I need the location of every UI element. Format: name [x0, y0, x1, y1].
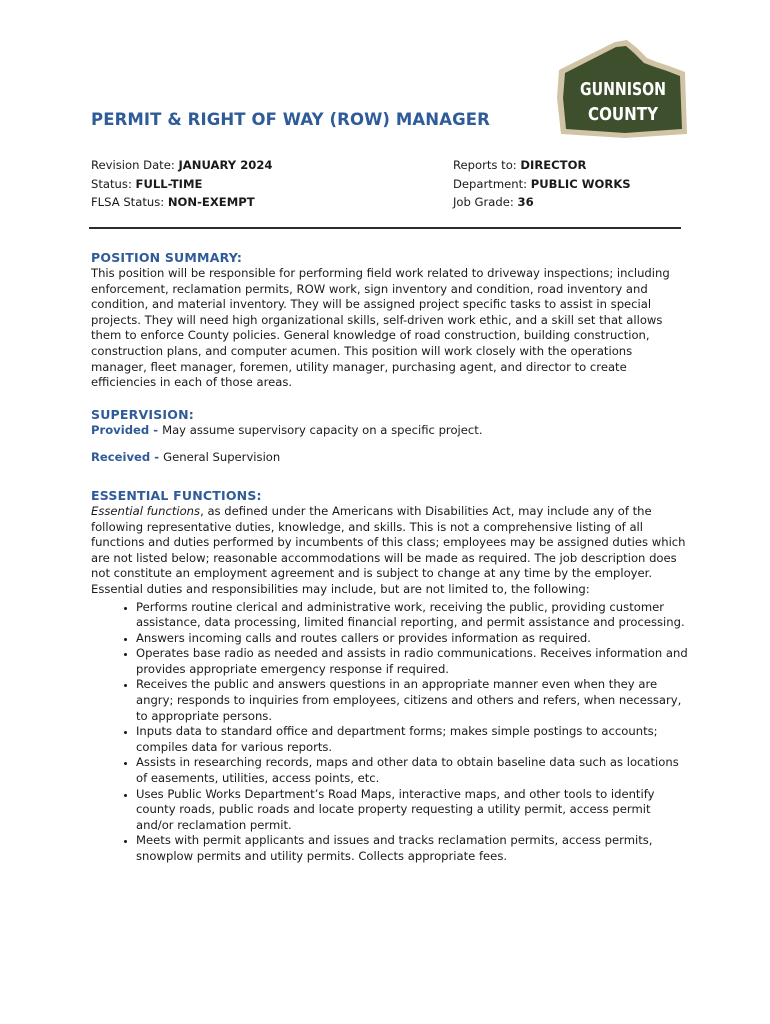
- supervision-received: Received - General Supervision: [91, 450, 281, 465]
- meta-right: [453, 156, 631, 212]
- reports-to: Reports to: DIRECTOR: [453, 158, 587, 172]
- position-summary-text: This position will be responsible for performing field work related to driveway inspections; including enforcement, reclamation permits, ROW work, sign inventory and condition, road inventory and condition, and material inventory. They will be assigned project specific tasks to assist in special projects. They will need high organizational skills, self-driven work ethic, and a skill set that allows them to enforce County policies. General knowledge of road construction, building construction, construction plans, and computer acumen. This position will work closely with the operations manager, fleet manager, foremen, utility manager, purchasing agent, and director to create efficiencies in each of those areas.: [91, 266, 670, 390]
- list-item: • Assists in researching records, maps and other data to obtain baseline data such as locations of easements, utilities, access points, etc.: [136, 755, 691, 786]
- list-item: • Operates base radio as needed and assists in radio communications. Receives information and provides appropriate emergency response if required.: [136, 646, 691, 677]
- essential-functions-intro: Essential functions, as defined under the Americans with Disabilities Act, may include any of the following representative duties, knowledge, and skills. This is not a comprehensive listing of all functions and duties performed by incumbents of this class; employees may be assigned duties which are not listed below; reasonable accommodations will be made as required. The job description does not constitute an employment agreement and is subject to change at any time by the employer. Essential duties and responsibilities may include, but are not limited to, the following:: [91, 503, 686, 596]
- list-item: • Uses Public Works Department’s Road Maps, interactive maps, and other tools to identify county roads, public roads and locate property requesting a utility permit, access permit and/or reclamation permit.: [136, 787, 691, 834]
- gunnison-county-logo: [553, 38, 691, 142]
- job-grade: Job Grade: 36: [453, 195, 534, 209]
- essential-functions-list: [91, 600, 691, 865]
- document-body: [91, 249, 691, 865]
- supervision-provided: Provided - May assume supervisory capacity on a specific project.: [91, 422, 483, 437]
- revision-date: Revision Date: JANUARY 2024: [91, 158, 273, 172]
- status: Status: FULL-TIME: [91, 176, 203, 191]
- logo-line1: GUNNISON: [580, 80, 666, 100]
- list-item: • Inputs data to standard office and department forms; makes simple postings to accounts; compiles data for various reports.: [136, 724, 691, 755]
- header-divider: [89, 227, 681, 229]
- department: Department: PUBLIC WORKS: [453, 176, 631, 191]
- list-item: • Answers incoming calls and routes callers or provides information as required.: [136, 631, 691, 647]
- logo-line2: COUNTY: [588, 105, 659, 125]
- position-summary-heading: POSITION SUMMARY:: [91, 250, 243, 265]
- meta-left: [91, 156, 272, 212]
- list-item: • Meets with permit applicants and issues and tracks reclamation permits, access permits, snowplow permits and utility permits. Collects appropriate fees.: [136, 833, 691, 864]
- flsa-status: FLSA Status: NON-EXEMPT: [91, 195, 255, 209]
- list-item: • Receives the public and answers questions in an appropriate manner even when they are angry; responds to inquiries from employees, citizens and others and refers, when necessary, to appropriate persons.: [136, 677, 691, 724]
- supervision-heading: SUPERVISION:: [91, 406, 194, 422]
- list-item: • Performs routine clerical and administrative work, receiving the public, providing customer assistance, data processing, limited financial reporting, and permit assistance and processing.: [136, 600, 691, 631]
- essential-functions-heading: ESSENTIAL FUNCTIONS:: [91, 487, 262, 503]
- page-title: PERMIT & RIGHT OF WAY (ROW) MANAGER: [91, 110, 490, 129]
